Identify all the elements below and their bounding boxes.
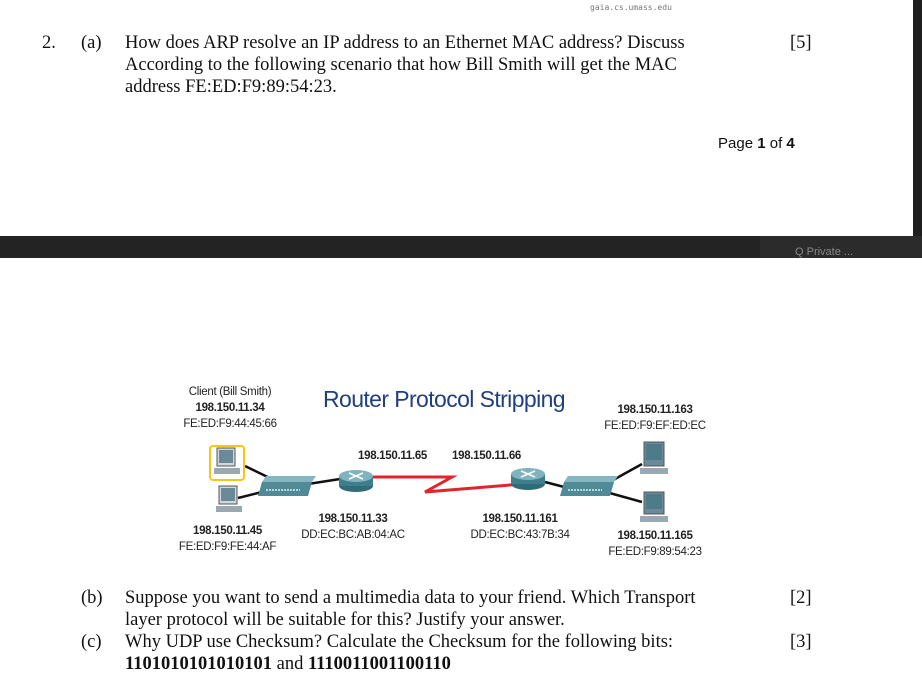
part-b-label: (b) — [81, 588, 103, 608]
source-url: gaia.cs.umass.edu — [590, 3, 672, 12]
part-c-line-2 — [125, 653, 451, 675]
part-a-line-3: address FE:ED:F9:89:54:23. — [125, 77, 337, 97]
part-b-line-2: layer protocol will be suitable for this? Justify your answer. — [125, 610, 565, 630]
router-1-icon — [339, 470, 373, 492]
serial-link — [370, 477, 522, 492]
client-label: Client (Bill Smith) — [188, 386, 272, 398]
bits-1: 1101010101010101 — [125, 654, 272, 674]
host4-pc-icon — [640, 492, 668, 522]
network-diagram — [170, 380, 730, 570]
host3-ip: 198.150.11.163 — [617, 404, 693, 416]
page-prefix: Page — [718, 135, 754, 152]
link-switch-host4 — [606, 492, 642, 502]
router-2-icon — [511, 468, 545, 490]
router2-ip: 198.150.11.161 — [482, 513, 558, 525]
router2-mac: DD:EC:BC:43:7B:34 — [470, 529, 570, 541]
page-current: 1 — [757, 135, 766, 152]
router2-top-ip: 198.150.11.66 — [452, 450, 522, 462]
part-c-label: (c) — [81, 632, 102, 652]
bits-and: and — [276, 654, 304, 674]
part-a-marks: [5] — [790, 33, 812, 53]
host2-pc-icon — [216, 486, 242, 512]
part-b-marks: [2] — [790, 588, 812, 608]
part-a-line-1: How does ARP resolve an IP address to an Ethernet MAC address? Discuss — [125, 33, 685, 53]
client-mac: FE:ED:F9:44:45:66 — [183, 418, 277, 430]
part-c-line-1: Why UDP use Checksum? Calculate the Checksum for the following bits: — [125, 632, 674, 652]
right-edge-bar — [913, 0, 922, 236]
client-pc-icon — [210, 446, 244, 480]
host3-mac: FE:ED:F9:EF:ED:EC — [604, 420, 706, 432]
part-a-line-2: According to the following scenario that how Bill Smith will get the MAC — [125, 55, 677, 75]
question-number: 2. — [42, 33, 56, 53]
part-a-label: (a) — [81, 33, 102, 53]
router1-ip: 198.150.11.33 — [318, 513, 388, 525]
router1-mac: DD:EC:BC:AB:04:AC — [301, 529, 405, 541]
overlay-fragment-text: Q Private ... — [795, 246, 854, 258]
host2-ip: 198.150.11.45 — [192, 525, 262, 537]
host4-mac: FE:ED:F9:89:54:23 — [608, 546, 702, 558]
part-c-marks: [3] — [790, 632, 812, 652]
bits-2: 1110011001100110 — [307, 654, 451, 674]
part-b-line-1: Suppose you want to send a multimedia data to your friend. Which Transport — [125, 588, 696, 608]
switch-1-icon — [258, 476, 316, 496]
page-indicator — [718, 135, 795, 152]
client-ip: 198.150.11.34 — [195, 402, 265, 414]
switch-2-icon — [560, 476, 618, 496]
page-of: of — [769, 135, 783, 152]
page-total: 4 — [786, 135, 795, 152]
host2-mac: FE:ED:F9:FE:44:AF — [178, 541, 277, 553]
diagram-title: Router Protocol Stripping — [323, 386, 565, 412]
host3-pc-icon — [640, 442, 668, 474]
router1-top-ip: 198.150.11.65 — [358, 450, 428, 462]
host4-ip: 198.150.11.165 — [617, 530, 693, 542]
